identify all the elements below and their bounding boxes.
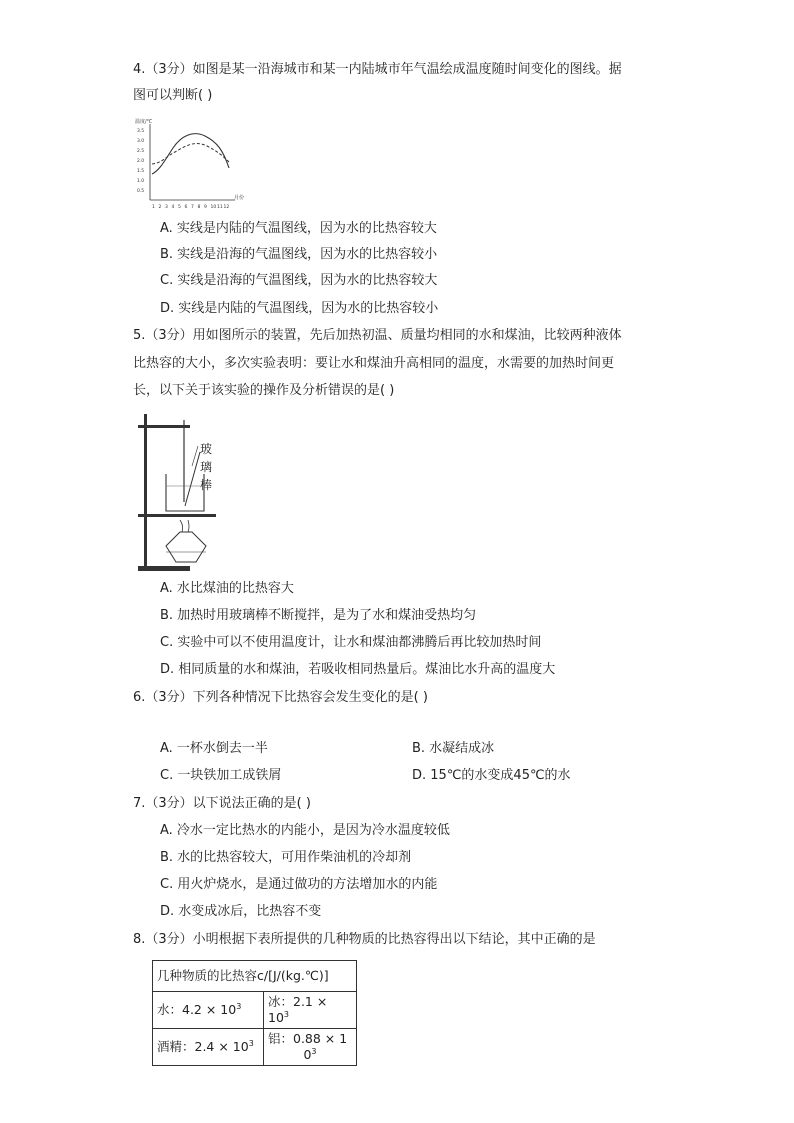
upper-clamp — [138, 425, 190, 428]
q4-option-a[interactable]: A. 实线是内陆的气温图线，因为水的比热容较大 — [160, 221, 437, 236]
graph-x-tick-label: 10 — [210, 205, 217, 210]
q7-option-c[interactable]: C. 用火炉烧水，是通过做功的方法增加水的内能 — [160, 877, 438, 892]
q6-option-b[interactable]: B. 水凝结成冰 — [412, 741, 495, 756]
q4-option-d[interactable]: D. 实线是内陆的气温图线，因为水的比热容较小 — [160, 301, 439, 316]
table-header: 几种物质的比热容c/[J/(kg.℃)] — [153, 961, 357, 992]
q4-stem-line1: 4.（3分）如图是某一沿海城市和某一内陆城市年气温绘成温度随时间变化的图线。据 — [133, 62, 622, 77]
graph-x-ticks — [152, 204, 229, 210]
cell-water: 水：$4.2 \times 10^3$ — [153, 992, 264, 1029]
graph-x-label: 月份 — [234, 195, 245, 201]
flame — [180, 520, 189, 532]
q7-stem: 7.（3分）以下说法正确的是( ) — [133, 796, 311, 811]
graph-x-tick-label: 1 — [152, 205, 155, 210]
q5-option-a[interactable]: A. 水比煤油的比热容大 — [160, 581, 294, 596]
cell-alcohol: 酒精：$2.4 \times 10^3$ — [153, 1029, 264, 1066]
q5-option-c[interactable]: C. 实验中可以不使用温度计，让水和煤油都沸腾后再比较加热时间 — [160, 635, 542, 650]
graph-x-tick-label: 2 — [158, 205, 162, 210]
q7-option-d[interactable]: D. 水变成冰后，比热容不变 — [160, 904, 322, 919]
graph-x-tick-label: 11 — [217, 205, 223, 210]
graph-x-tick-label: 5 — [178, 205, 181, 210]
glass-rod — [185, 452, 200, 506]
solid-curve — [152, 134, 229, 174]
specific-heat-table — [152, 960, 357, 1066]
q7-option-a[interactable]: A. 冷水一定比热水的内能小，是因为冷水温度较低 — [160, 823, 450, 838]
q6-stem: 6.（3分）下列各种情况下比热容会发生变化的是( ) — [133, 690, 428, 705]
graph-x-tick-label: 8 — [197, 205, 201, 210]
stand-rod — [144, 414, 147, 567]
q5-option-b[interactable]: B. 加热时用玻璃棒不断搅拌，是为了水和煤油受热均匀 — [160, 608, 477, 623]
graph-x-tick-label: 9 — [204, 205, 207, 210]
graph-y-tick-label: 0.5 — [137, 189, 145, 194]
graph-x-tick-label: 4 — [171, 205, 175, 210]
q4-option-c[interactable]: C. 实线是沿海的气温图线，因为水的比热容较大 — [160, 273, 438, 288]
q8-stem: 8.（3分）小明根据下表所提供的几种物质的比热容得出以下结论，其中正确的是 — [133, 932, 596, 947]
q5-apparatus-diagram — [136, 412, 226, 572]
q6-option-c[interactable]: C. 一块铁加工成铁屑 — [160, 768, 282, 783]
cell-ice: 冰：$2.1 \times 10^3$ — [264, 992, 357, 1029]
graph-y-tick-label: 3.5 — [137, 129, 145, 134]
q4-temperature-graph — [135, 114, 250, 214]
graph-y-tick-label: 3.0 — [137, 139, 145, 144]
q7-option-b[interactable]: B. 水的比热容较大，可用作柴油机的冷却剂 — [160, 850, 412, 865]
graph-x-tick-label: 6 — [184, 205, 188, 210]
graph-x-tick-label: 12 — [223, 205, 230, 210]
q4-option-b[interactable]: B. 实线是沿海的气温图线，因为水的比热容较小 — [160, 247, 438, 262]
graph-y-tick-label: 2.5 — [137, 149, 145, 154]
q6-option-a[interactable]: A. 一杯水倒去一半 — [160, 741, 268, 756]
q6-option-d[interactable]: D. 15℃的水变成45℃的水 — [412, 768, 571, 783]
graph-y-ticks — [137, 128, 144, 194]
graph-y-label: 温度/℃ — [135, 119, 153, 125]
q5-stem-line1: 5.（3分）用如图所示的装置，先后加热初温、质量均相同的水和煤油，比较两种液体 — [133, 328, 622, 343]
graph-y-tick-label: 2.0 — [137, 159, 145, 164]
q5-option-d[interactable]: D. 相同质量的水和煤油，若吸收相同热量后。煤油比水升高的温度大 — [160, 662, 556, 677]
graph-y-tick-label: 1.0 — [137, 179, 145, 184]
cell-aluminum: 铝：0.88 × 1 $0^3$ — [264, 1029, 357, 1066]
glass-rod-label: 玻 璃 棒 — [200, 442, 213, 492]
q5-stem-line2: 比热容的大小，多次实验表明：要让水和煤油升高相同的温度，水需要的加热时间更 — [133, 356, 615, 371]
q5-stem-line3: 长，以下关于该实验的操作及分析错误的是( ) — [133, 383, 395, 398]
q4-stem-line2: 图可以判断( ) — [133, 88, 213, 103]
dashed-curve — [152, 144, 229, 164]
iron-ring-plate — [138, 514, 216, 517]
alcohol-lamp — [166, 532, 206, 562]
graph-x-tick-label: 7 — [191, 205, 194, 210]
graph-y-tick-label: 1.5 — [137, 169, 145, 174]
graph-x-tick-label: 3 — [165, 205, 168, 210]
